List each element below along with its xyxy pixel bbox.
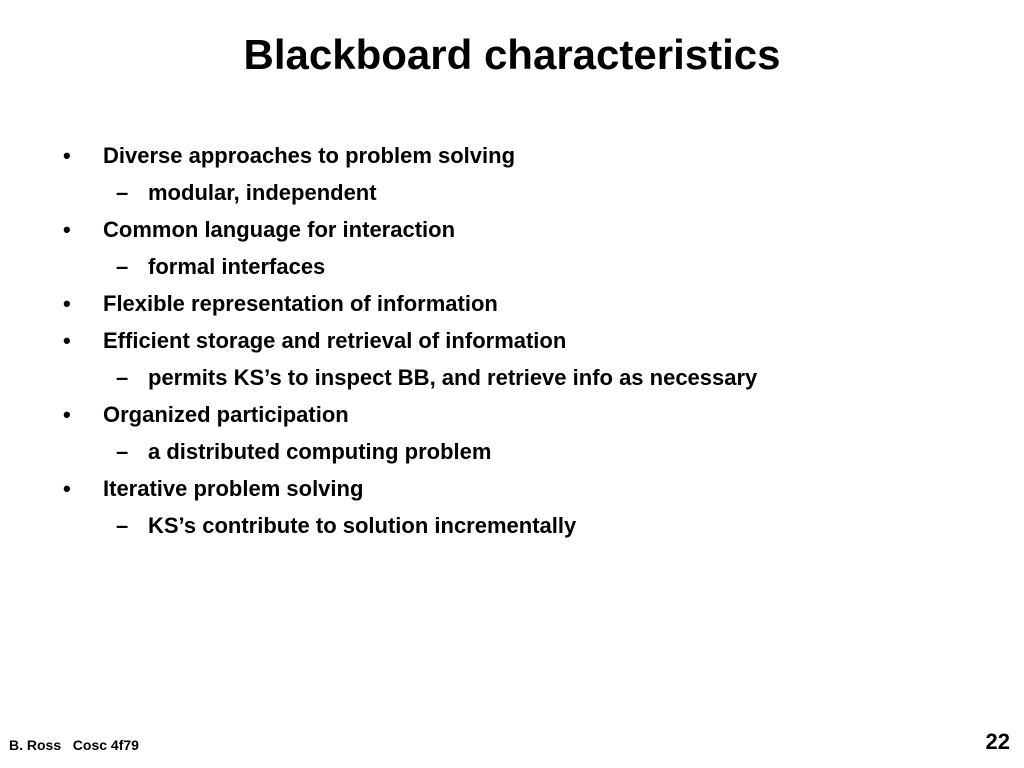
- sub-bullet-marker: –: [116, 365, 129, 390]
- bullet-item: [0, 137, 1024, 174]
- sub-bullet-text: permits KS’s to inspect BB, and retrieve info as necessary: [148, 365, 758, 390]
- bullet-item: [0, 285, 1024, 322]
- bullet-text: Flexible representation of information: [103, 291, 498, 316]
- bullet-text: Efficient storage and retrieval of information: [103, 328, 567, 353]
- bullet-item: [0, 396, 1024, 433]
- bullet-marker: •: [63, 143, 71, 168]
- sub-bullet-item: [0, 248, 1024, 285]
- sub-bullet-marker: –: [116, 254, 129, 279]
- page-number: 22: [985, 729, 1010, 754]
- sub-bullet-text: a distributed computing problem: [148, 439, 492, 464]
- sub-bullet-item: [0, 359, 1024, 396]
- sub-bullet-item: [0, 174, 1024, 211]
- footer-credit: [9, 735, 139, 755]
- bullet-item: [0, 470, 1024, 507]
- footer-course: Cosc 4f79: [72, 737, 139, 753]
- bullet-text: Organized participation: [103, 402, 349, 427]
- bullet-item: [0, 322, 1024, 359]
- footer-author: B. Ross: [9, 737, 62, 753]
- bullet-text: Common language for interaction: [103, 217, 456, 242]
- sub-bullet-text: formal interfaces: [148, 254, 326, 279]
- bullet-text: Iterative problem solving: [103, 476, 364, 501]
- bullet-marker: •: [63, 217, 71, 242]
- sub-bullet-item: [0, 433, 1024, 470]
- bullet-marker: •: [63, 328, 71, 353]
- sub-bullet-text: modular, independent: [148, 180, 377, 205]
- slide-title: Blackboard characteristics: [243, 31, 781, 78]
- bullet-marker: •: [63, 291, 71, 316]
- sub-bullet-item: [0, 507, 1024, 544]
- sub-bullet-text: KS’s contribute to solution incrementally: [148, 513, 577, 538]
- sub-bullet-marker: –: [116, 513, 129, 538]
- bullet-item: [0, 211, 1024, 248]
- bullet-marker: •: [63, 402, 71, 427]
- sub-bullet-marker: –: [116, 180, 129, 205]
- sub-bullet-marker: –: [116, 439, 129, 464]
- bullet-marker: •: [63, 476, 71, 501]
- bullet-text: Diverse approaches to problem solving: [103, 143, 516, 168]
- bullet-list: [0, 137, 1024, 544]
